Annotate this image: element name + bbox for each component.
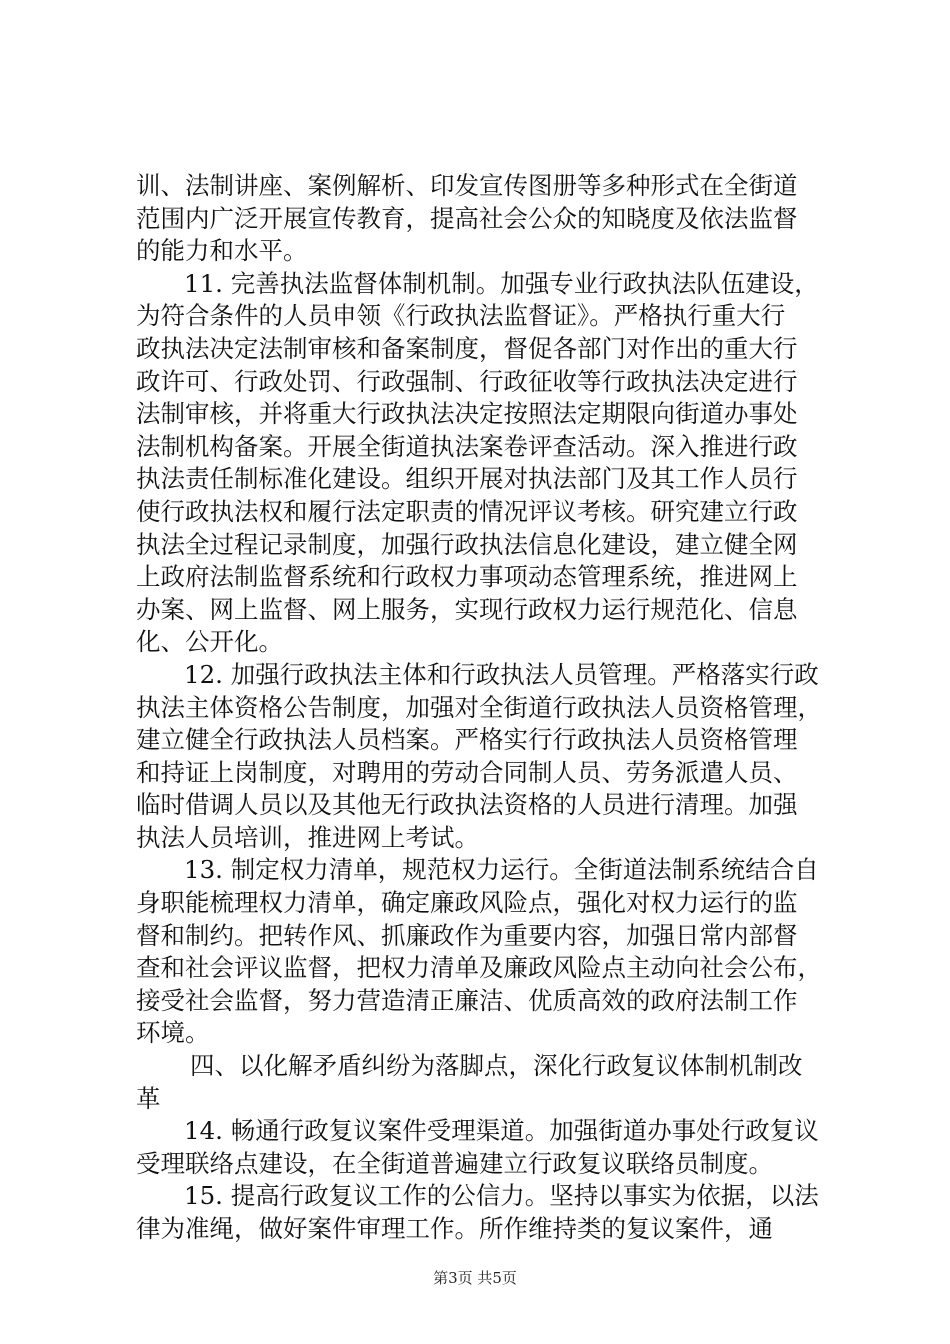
text-line: 律为准绳，做好案件审理工作。所作维持类的复议案件，通	[136, 1214, 773, 1243]
text-line: 上政府法制监督系统和行政权力事项动态管理系统，推进网上	[136, 562, 798, 592]
text-line: 训、法制讲座、案例解析、印发宣传图册等多种形式在全街道	[136, 171, 798, 200]
text-line: 建立健全行政执法人员档案。严格实行行政执法人员资格管理	[136, 725, 798, 755]
text-line: 14. 畅通行政复议案件受理渠道。加强街道办事处行政复议	[184, 1116, 819, 1146]
text-line: 办案、网上监督、网上服务，实现行政权力运行规范化、信息	[136, 594, 798, 624]
text-line: 12. 加强行政执法主体和行政执法人员管理。严格落实行政	[184, 659, 819, 689]
text-line: 政许可、行政处罚、行政强制、行政征收等行政执法决定进行	[136, 366, 798, 396]
text-line: 受理联络点建设，在全街道普遍建立行政复议联络员制度。	[136, 1148, 773, 1178]
text-line: 政执法决定法制审核和备案制度，督促各部门对作出的重大行	[136, 333, 798, 363]
text-line: 四、以化解矛盾纠纷为落脚点，深化行政复议体制机制改	[190, 1051, 803, 1081]
page-footer	[0, 1268, 950, 1288]
text-line: 督和制约。把转作风、抓廉政作为重要内容，加强日常内部督	[136, 920, 798, 950]
text-line: 身职能梳理权力清单，确定廉政风险点，强化对权力运行的监	[136, 888, 798, 918]
text-line: 化、公开化。	[136, 627, 283, 657]
page-number-label: 第3页 共5页	[433, 1269, 517, 1287]
text-line: 法制机构备案。开展全街道执法案卷评查活动。深入推进行政	[136, 431, 798, 461]
text-line: 环境。	[136, 1018, 210, 1048]
text-line: 接受社会监督，努力营造清正廉洁、优质高效的政府法制工作	[136, 985, 798, 1015]
text-line: 革	[136, 1083, 161, 1113]
document-body	[136, 170, 836, 1246]
text-line: 临时借调人员以及其他无行政执法资格的人员进行清理。加强	[136, 790, 798, 820]
text-line: 执法主体资格公告制度，加强对全街道行政执法人员资格管理，	[136, 692, 822, 722]
text-line: 和持证上岗制度，对聘用的劳动合同制人员、劳务派遣人员、	[136, 757, 798, 787]
text-line: 使行政执法权和履行法定职责的情况评议考核。研究建立行政	[136, 496, 798, 526]
text-line: 法制审核，并将重大行政执法决定按照法定期限向街道办事处	[136, 399, 798, 429]
text-line: 的能力和水平。	[136, 236, 308, 266]
text-line: 为符合条件的人员申领《行政执法监督证》。严格执行重大行	[136, 301, 786, 331]
text-line: 范围内广泛开展宣传教育，提高社会公众的知晓度及依法监督	[136, 203, 798, 233]
text-line: 执法全过程记录制度，加强行政执法信息化建设，建立健全网	[136, 529, 798, 559]
text-line: 查和社会评议监督，把权力清单及廉政风险点主动向社会公布，	[136, 953, 822, 983]
text-line: 15. 提高行政复议工作的公信力。坚持以事实为依据，以法	[184, 1181, 819, 1211]
text-line: 13. 制定权力清单，规范权力运行。全街道法制系统结合自	[184, 855, 819, 885]
text-line: 11. 完善执法监督体制机制。加强专业行政执法队伍建设，	[184, 268, 819, 298]
text-line: 执法责任制标准化建设。组织开展对执法部门及其工作人员行	[136, 464, 798, 494]
text-line: 执法人员培训，推进网上考试。	[136, 822, 479, 852]
